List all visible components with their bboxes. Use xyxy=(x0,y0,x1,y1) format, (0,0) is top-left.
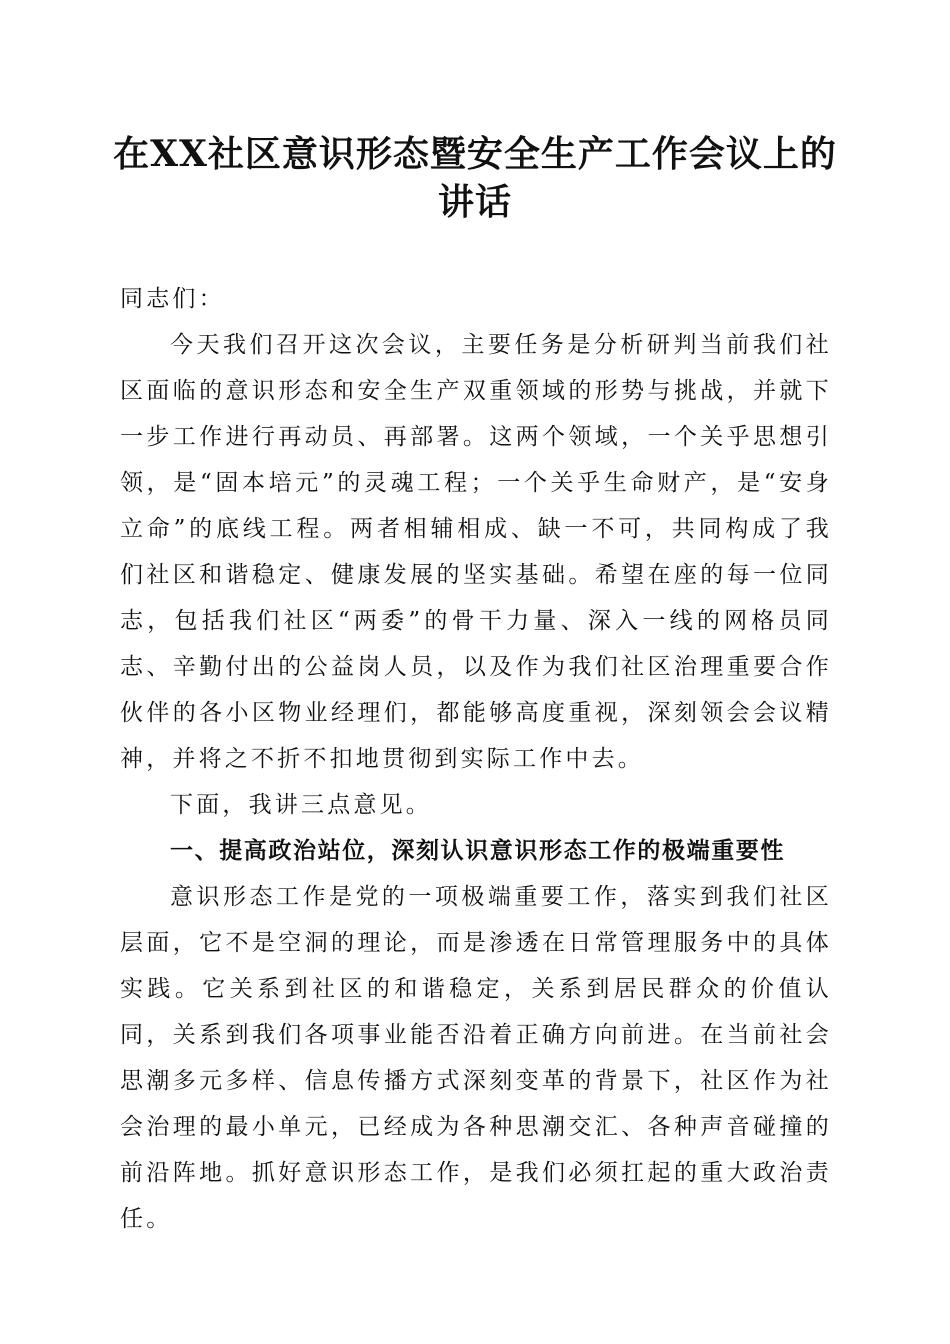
section-1-paragraph: 意识形态工作是党的一项极端重要工作，落实到我们社区层面，它不是空洞的理论，而是渗透在日常管理服务中的具体实践。它关系到社区的和谐稳定，关系到居民群众的价值认同，关系到我们各项事业能否沿着正确方向前进。在当前社会思潮多元多样、信息传播方式深刻变革的背景下，社区作为社会治理的最小单元，已经成为各种思潮交汇、各种声音碰撞的前沿阵地。抓好意识形态工作，是我们必须扛起的重大政治责任。 xyxy=(120,884,832,1232)
opening-paragraph: 今天我们召开这次会议，主要任务是分析研判当前我们社区面临的意识形态和安全生产双重领域的形势与挑战，并就下一步工作进行再动员、再部署。这两个领域，一个关乎思想引领，是“固本培元”的灵魂工程；一个关乎生命财产，是“安身立命”的底线工程。两者相辅相成、缺一不可，共同构成了我们社区和谐稳定、健康发展的坚实基础。希望在座的每一位同志，包括我们社区“两委”的骨干力量、深入一线的网格员同志、辛勤付出的公益岗人员，以及作为我们社区治理重要合作伙伴的各小区物业经理们，都能够高度重视，深刻领会会议精神，并将之不折不扣地贯彻到实际工作中去。 xyxy=(120,332,832,772)
title-line-2: 讲话 xyxy=(437,181,512,223)
document-title xyxy=(110,130,840,226)
transition-paragraph: 下面，我讲三点意见。 xyxy=(170,792,432,818)
title-line-1: 在XX社区意识形态暨安全生产工作会议上的 xyxy=(113,133,837,175)
salutation: 同志们： xyxy=(120,286,225,312)
section-1-heading: 一、提高政治站位，深刻认识意识形态工作的极端重要性 xyxy=(170,838,785,864)
document-body xyxy=(120,276,832,1242)
